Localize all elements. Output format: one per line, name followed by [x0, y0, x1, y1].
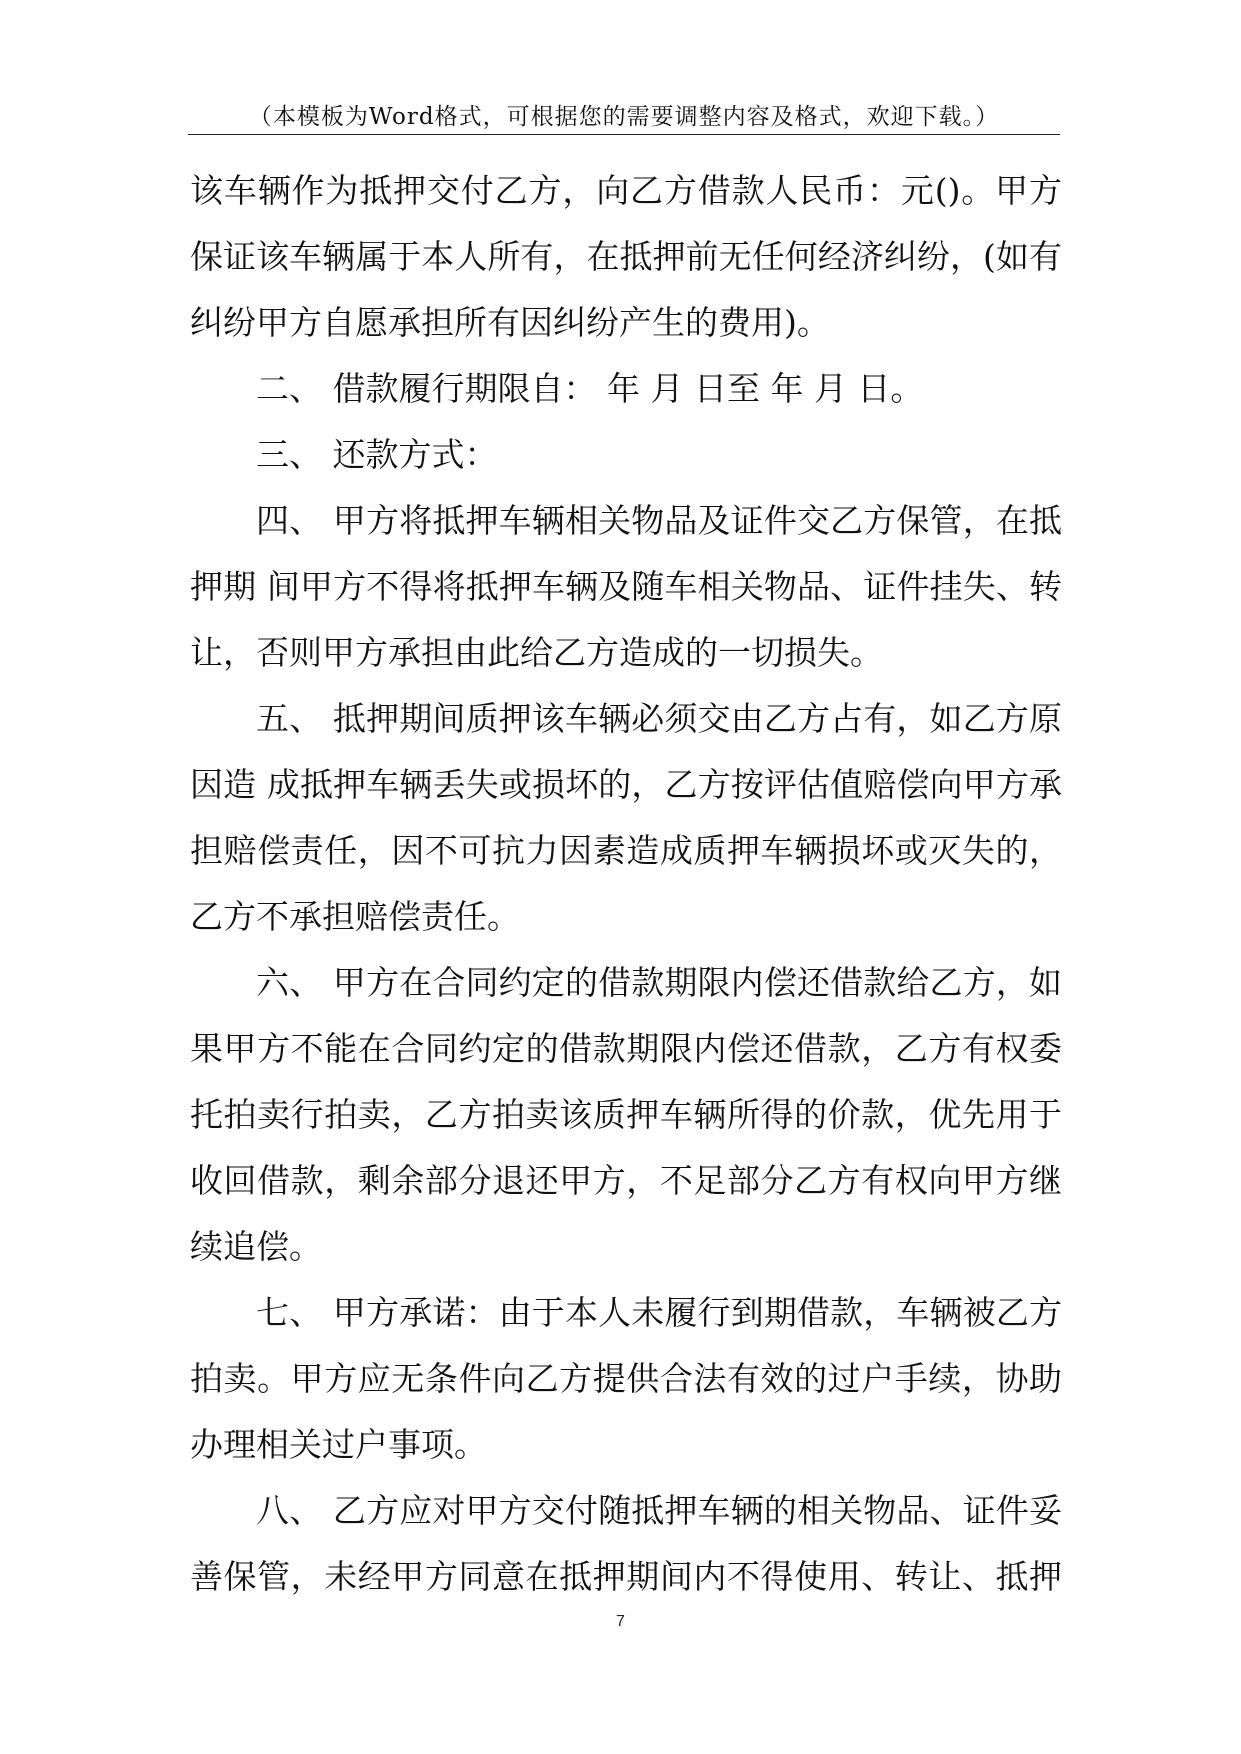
text-line: 让，否则甲方承担由此给乙方造成的一切损失。 [190, 633, 883, 672]
text-line: 乙方不承担赔偿责任。 [190, 897, 520, 936]
text-line: 因造 成抵押车辆丢失或损坏的，乙方按评估值赔偿向甲方承 [190, 765, 1062, 804]
text-line: 果甲方不能在合同约定的借款期限内偿还借款，乙方有权委 [190, 1029, 1062, 1068]
clause-7-line: 七、 甲方承诺：由于本人未履行到期借款，车辆被乙方 [256, 1293, 1062, 1332]
clause-3-line: 三、 还款方式： [256, 435, 498, 474]
text-line: 押期 间甲方不得将抵押车辆及随车相关物品、证件挂失、转 [190, 567, 1062, 606]
text-line: 拍卖。甲方应无条件向乙方提供合法有效的过户手续，协助 [190, 1359, 1062, 1398]
clause-6-line: 六、 甲方在合同约定的借款期限内偿还借款给乙方，如 [256, 963, 1062, 1002]
text-line: 托拍卖行拍卖，乙方拍卖该质押车辆所得的价款，优先用于 [190, 1095, 1062, 1134]
page-number: 7 [616, 1613, 625, 1630]
text-line: 收回借款，剩余部分退还甲方，不足部分乙方有权向甲方继 [190, 1161, 1062, 1200]
text-line: 保证该车辆属于本人所有，在抵押前无任何经济纠纷，(如有 [190, 237, 1062, 276]
template-header-note: （本模板为Word格式，可根据您的需要调整内容及格式，欢迎下载。） [248, 104, 1000, 130]
text-line: 担赔偿责任，因不可抗力因素造成质押车辆损坏或灭失的， [190, 831, 1062, 870]
header-divider [188, 134, 1060, 135]
text-line: 善保管，未经甲方同意在抵押期间内不得使用、转让、抵押 [190, 1557, 1062, 1596]
text-line: 续追偿。 [190, 1227, 322, 1266]
clause-8-line: 八、 乙方应对甲方交付随抵押车辆的相关物品、证件妥 [256, 1491, 1062, 1530]
text-line: 办理相关过户事项。 [190, 1425, 487, 1464]
document-body [190, 158, 1062, 1610]
clause-4-line: 四、 甲方将抵押车辆相关物品及证件交乙方保管，在抵 [256, 501, 1062, 540]
text-line: 纠纷甲方自愿承担所有因纠纷产生的费用)。 [190, 303, 830, 342]
clause-5-line: 五、 抵押期间质押该车辆必须交由乙方占有，如乙方原 [256, 699, 1062, 738]
text-line: 该车辆作为抵押交付乙方，向乙方借款人民币：元()。甲方 [190, 171, 1062, 210]
clause-2-line: 二、 借款履行期限自： 年 月 日至 年 月 日。 [256, 369, 924, 408]
